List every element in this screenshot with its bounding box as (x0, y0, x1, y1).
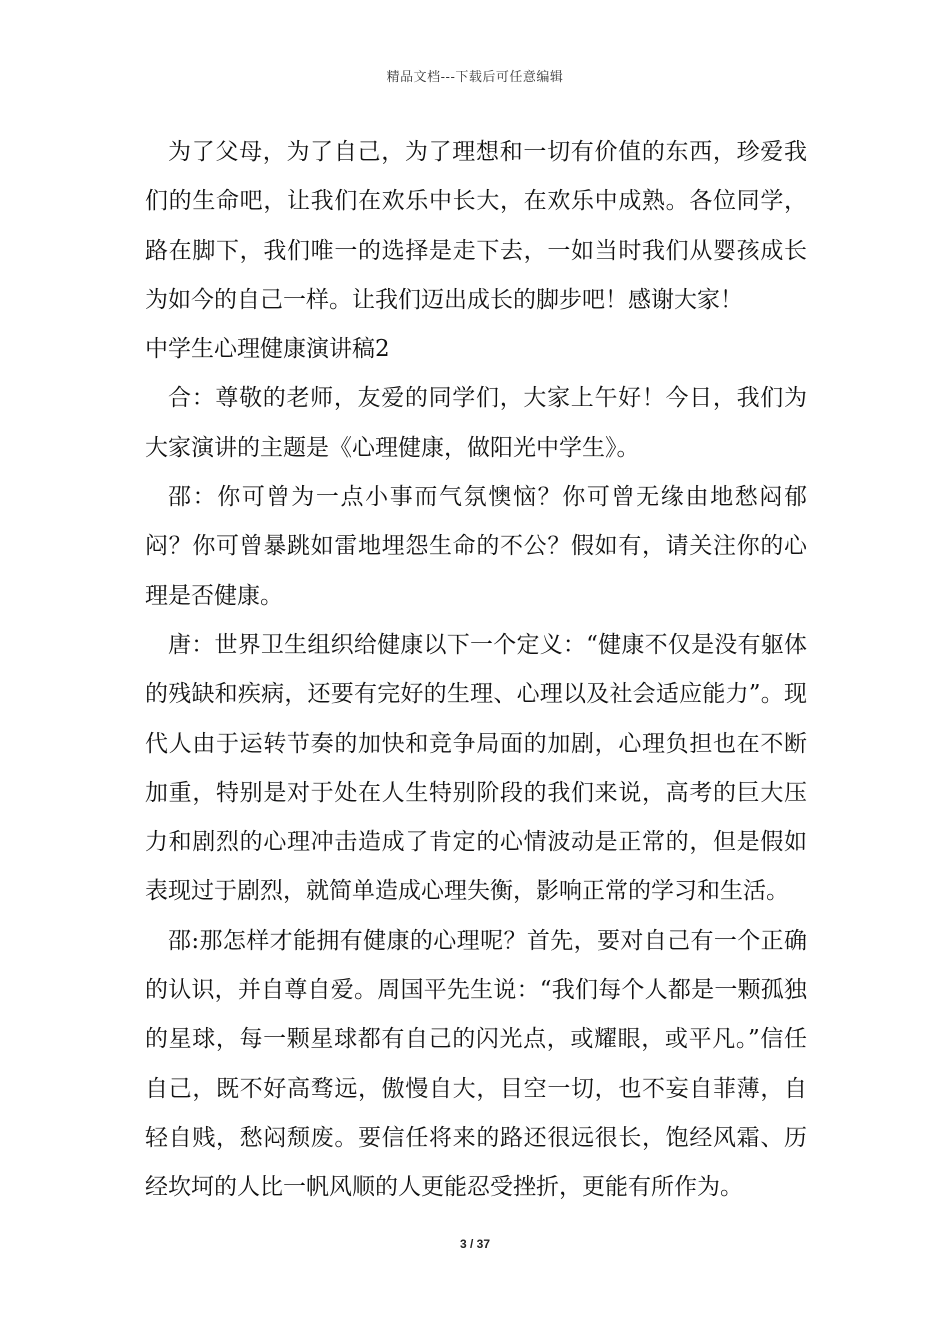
page-number: 3 / 37 (459, 1237, 491, 1251)
page-header: 精品文档---下载后可任意编辑 (386, 70, 564, 85)
paragraph: 唐：世界卫生组织给健康以下一个定义：“健康不仅是没有躯体的残缺和疾病，还要有完好的生理、心理以及社会适应能力”。现代人由于运转节奏的加快和竞争局面的加剧，心理负担也在不断加重，特别是对于处在人生特别阶段的我们来说，高考的巨大压力和剧烈的心理冲击造成了肯定的心情波动是正常的，但是假如表现过于剧烈，就简单造成心理失衡，影响正常的学习和生活。 (145, 631, 807, 905)
document-body (145, 128, 807, 1213)
paragraph: 为了父母，为了自己，为了理想和一切有价值的东西，珍爱我们的生命吧，让我们在欢乐中长大，在欢乐中成熟。各位同学，路在脚下，我们唯一的选择是走下去，一如当时我们从婴孩成长为如今的自己一样。让我们迈出成长的脚步吧！感谢大家！ (145, 139, 807, 313)
section-heading: 中学生心理健康演讲稿2 (145, 336, 390, 363)
paragraph: 邵:那怎样才能拥有健康的心理呢？首先，要对自己有一个正确的认识，并自尊自爱。周国平先生说：“我们每个人都是一颗孤独的星球，每一颗星球都有自己的闪光点，或耀眼，或平凡。”信任自己，既不好高骛远，傲慢自大，目空一切，也不妄自菲薄，自轻自贱，愁闷颓废。要信任将来的路还很远很长，饱经风霜、历经坎坷的人比一帆风顺的人更能忍受挫折，更能有所作为。 (145, 927, 807, 1201)
paragraph: 邵：你可曾为一点小事而气氛懊恼？你可曾无缘由地愁闷郁闷？你可曾暴跳如雷地埋怨生命的不公？假如有，请关注你的心理是否健康。 (145, 484, 807, 609)
paragraph: 合：尊敬的老师，友爱的同学们，大家上午好！今日，我们为大家演讲的主题是《心理健康，做阳光中学生》。 (145, 385, 807, 461)
